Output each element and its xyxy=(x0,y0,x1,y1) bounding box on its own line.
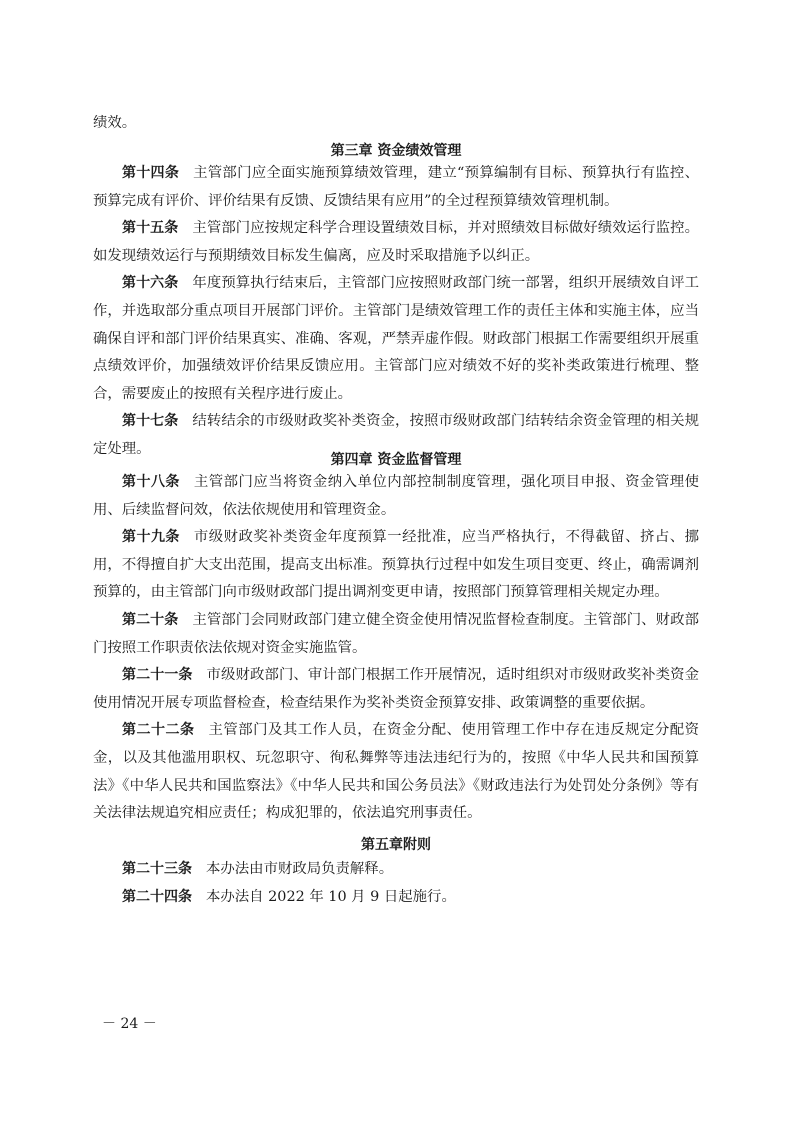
article-21 xyxy=(93,662,699,717)
article-16 xyxy=(93,270,699,408)
article-19 xyxy=(93,524,699,607)
article-text: 市级财政部门、审计部门根据工作开展情况，适时组织对市级财政奖补类资金使用情况开展专项监督检查，检查结果作为奖补类资金预算安排、政策调整的重要依据。 xyxy=(93,667,699,711)
article-text: 市级财政奖补类资金年度预算一经批准，应当严格执行，不得截留、挤占、挪用，不得擅自扩大支出范围，提高支出标准。预算执行过程中如发生项目变更、终止，确需调剂预算的，由主管部门向市级财政部门提出调剂变更申请，按照部门预算管理相关规定办理。 xyxy=(93,529,699,601)
intro-tail: 绩效。 xyxy=(93,115,137,131)
article-number: 第十七条 xyxy=(122,413,179,430)
article-number: 第二十四条 xyxy=(122,888,192,905)
article-text: 主管部门应按规定科学合理设置绩效目标，并对照绩效目标做好绩效运行监控。如发现绩效运行与预期绩效目标发生偏离，应及时采取措施予以纠正。 xyxy=(93,220,699,264)
chapter-4-body xyxy=(93,469,699,828)
article-24 xyxy=(93,884,699,912)
chapter-3-body xyxy=(93,160,699,464)
article-number: 第二十一条 xyxy=(122,667,193,684)
chapter-3-title: 第三章 资金绩效管理 xyxy=(330,143,462,159)
article-number: 第十六条 xyxy=(122,275,179,292)
article-text: 主管部门应当将资金纳入单位内部控制制度管理，强化项目申报、资金管理使用、后续监督问效，依法依规使用和管理资金。 xyxy=(93,474,699,518)
article-15 xyxy=(93,215,699,270)
article-text: 本办法自 2022 年 10 月 9 日起施行。 xyxy=(206,888,456,905)
article-number: 第十四条 xyxy=(122,165,180,181)
article-number: 第二十三条 xyxy=(122,861,192,877)
chapter-5-title: 第五章附则 xyxy=(361,837,431,853)
article-text: 主管部门应全面实施预算绩效管理，建立“预算编制有目标、预算执行有监控、预算完成有评价、评价结果有反馈、反馈结果有应用”的全过程预算绩效管理机制。 xyxy=(93,165,699,209)
article-14 xyxy=(93,160,699,215)
article-text: 主管部门及其工作人员，在资金分配、使用管理工作中存在违反规定分配资金，以及其他滥用职权、玩忽职守、徇私舞弊等违法违纪行为的，按照《中华人民共和国预算法》《中华人民共和国监察法》《中华人民共和国公务员法》《财政违法行为处罚处分条例》等有关法律法规追究相应责任；构成犯罪的，依法追究刑事责任。 xyxy=(93,722,699,822)
article-number: 第二十条 xyxy=(122,611,179,628)
article-text: 本办法由市财政局负责解释。 xyxy=(206,861,394,877)
page-number: － 24 － xyxy=(102,1016,157,1032)
article-text: 主管部门会同财政部门建立健全资金使用情况监督检查制度。主管部门、财政部门按照工作职责依法依规对资金实施监管。 xyxy=(93,611,699,656)
article-22 xyxy=(93,717,699,827)
article-number: 第十九条 xyxy=(122,529,180,546)
chapter-5-body xyxy=(93,856,699,911)
article-20 xyxy=(93,607,699,662)
article-number: 第二十二条 xyxy=(122,722,195,739)
article-23 xyxy=(93,856,699,884)
article-number: 第十五条 xyxy=(122,220,179,237)
chapter-4-title: 第四章 资金监督管理 xyxy=(330,452,462,468)
article-18 xyxy=(93,469,699,524)
article-text: 年度预算执行结束后，主管部门应按照财政部门统一部署，组织开展绩效自评工作，并选取部分重点项目开展部门评价。主管部门是绩效管理工作的责任主体和实施主体，应当确保自评和部门评价结果真实、准确、客观，严禁弄虚作假。财政部门根据工作需要组织开展重点绩效评价，加强绩效评价结果反馈应用。主管部门应对绩效不好的奖补类政策进行梳理、整合，需要废止的按照有关程序进行废止。 xyxy=(93,275,699,402)
article-text: 结转结余的市级财政奖补类资金，按照市级财政部门结转结余资金管理的相关规定处理。 xyxy=(93,413,699,457)
article-number: 第十八条 xyxy=(122,474,180,490)
